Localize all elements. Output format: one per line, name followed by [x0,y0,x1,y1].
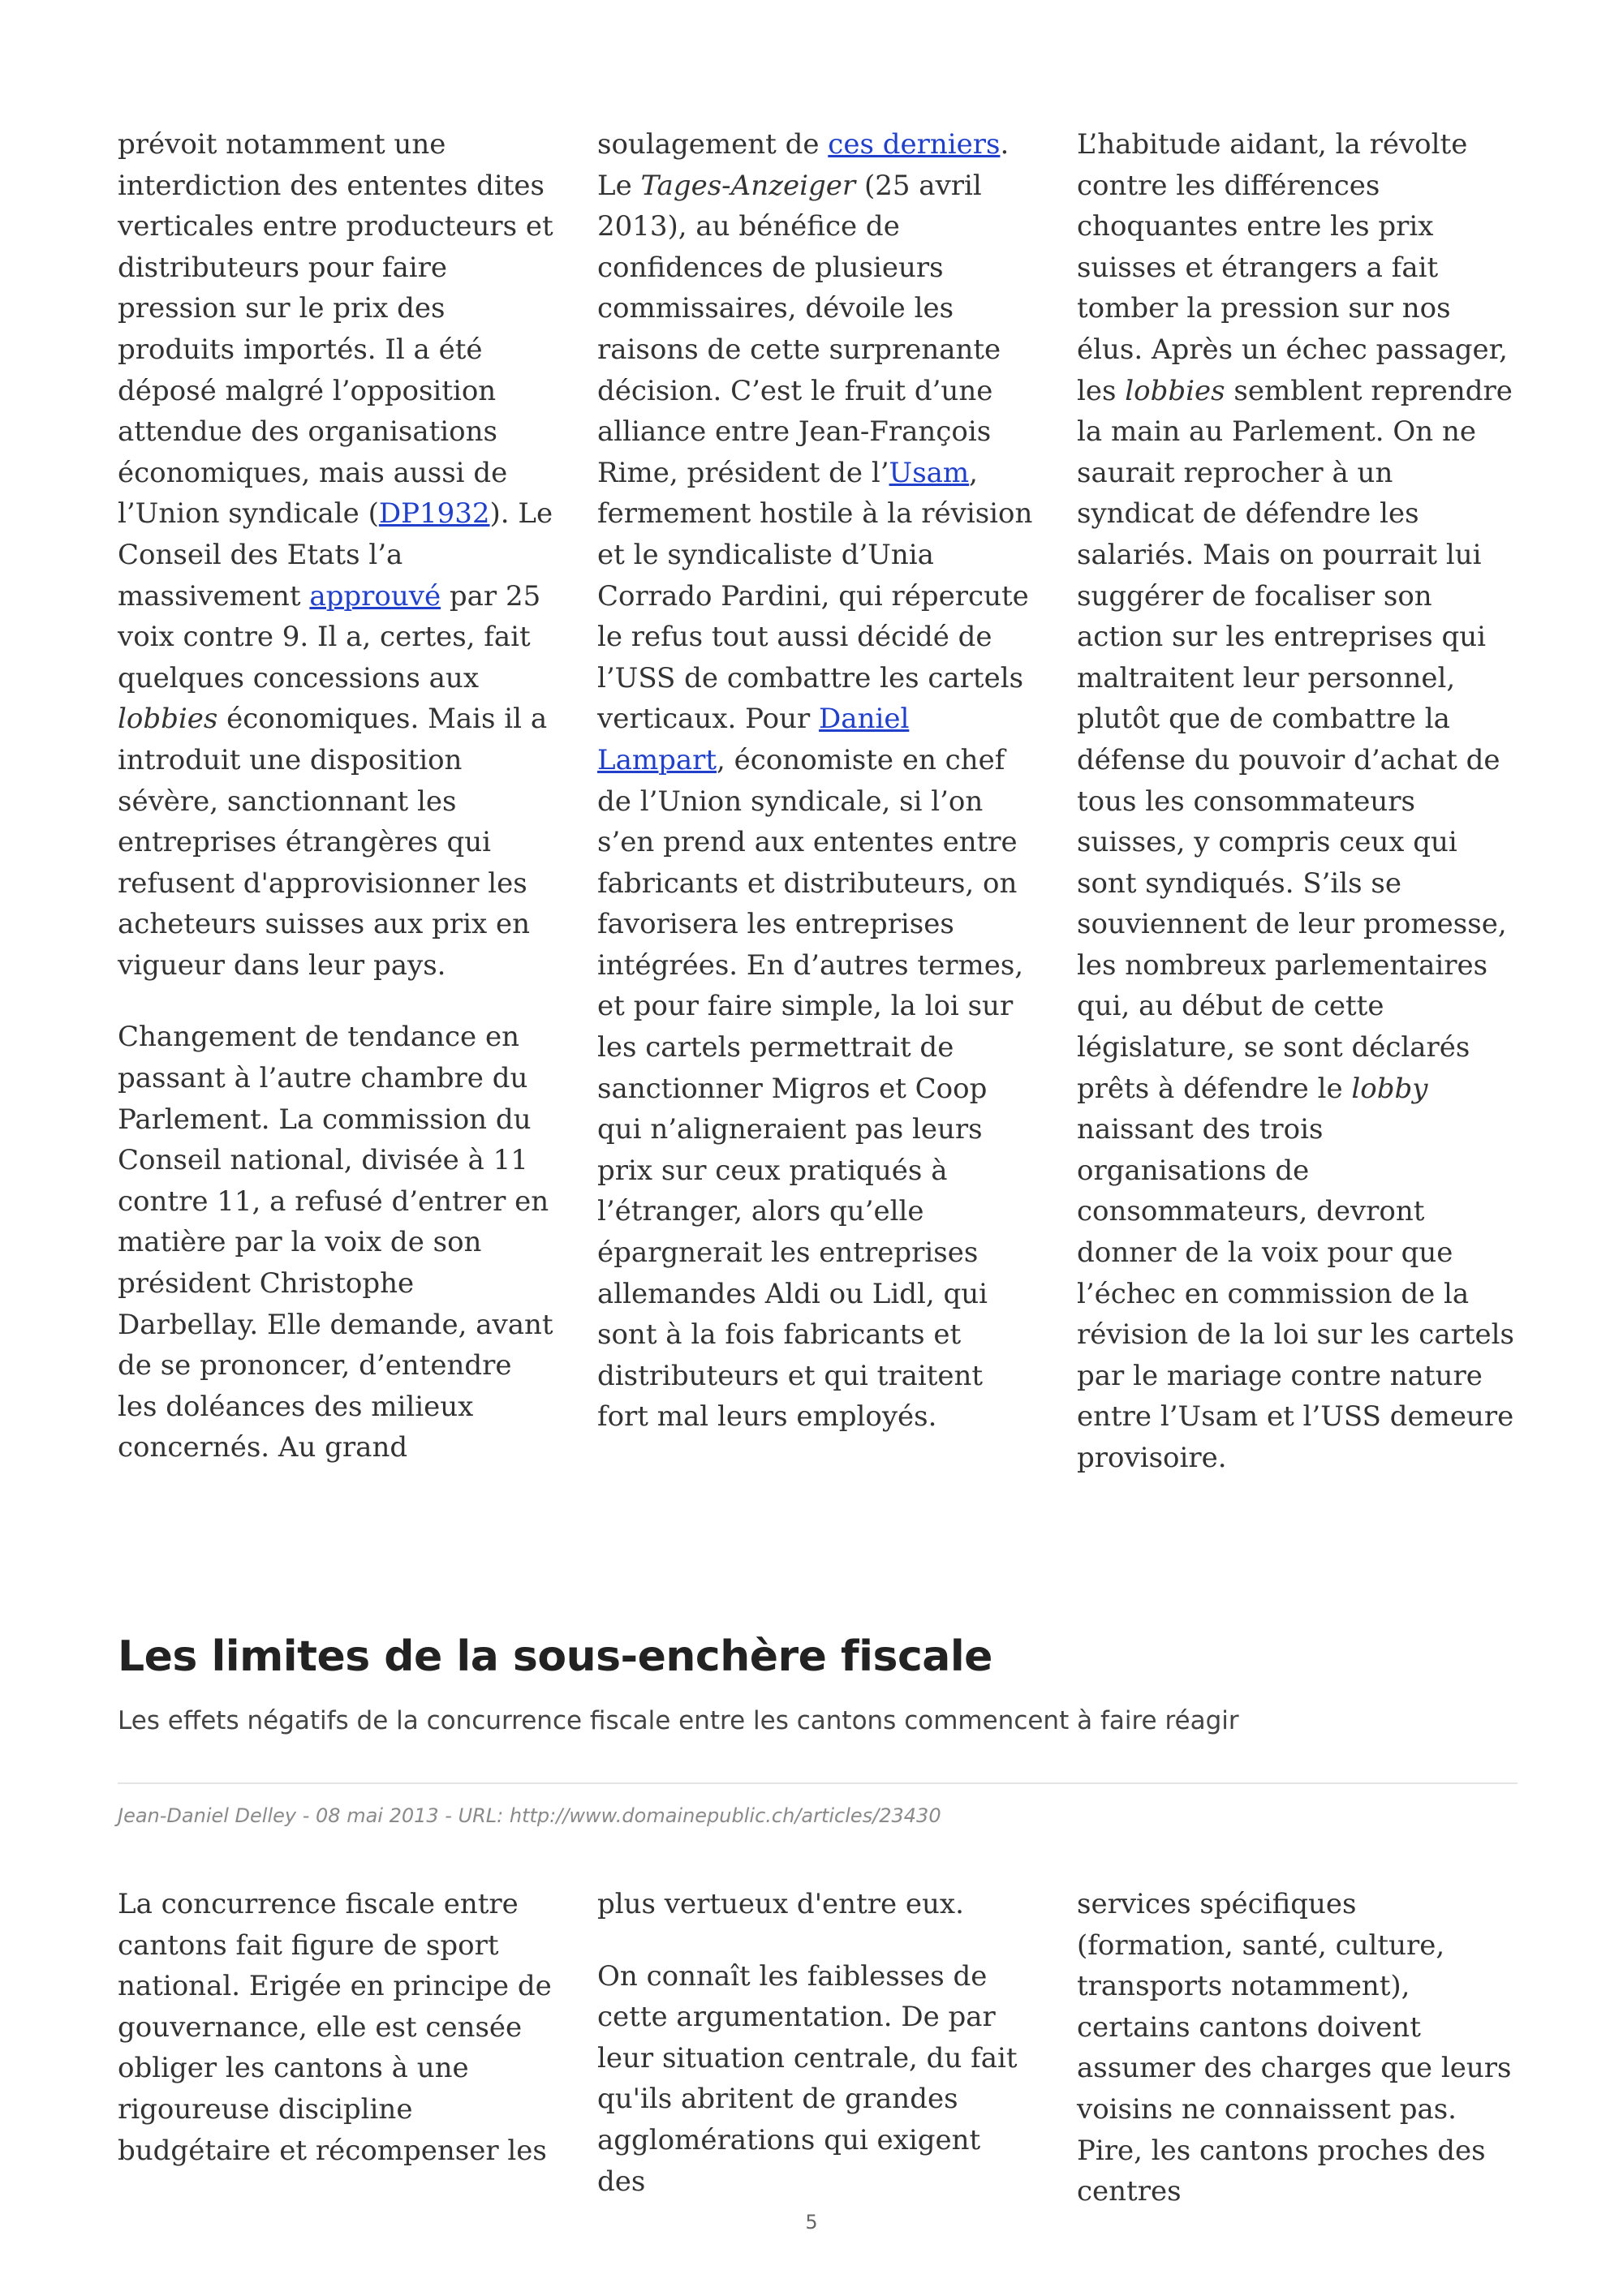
top-column-3 [1077,124,1516,1510]
text-segment: . Le [597,128,1010,202]
second-article-body [118,1884,1518,2243]
article-subtitle: Les effets négatifs de la concurrence fiscale entre les cantons commencent à faire réagir [118,1706,1239,1735]
emphasis-lobbies: lobbies [1125,374,1225,407]
top-column-1 [118,124,557,1510]
bottom-col3-paragraph: services spécifiques (formation, santé, culture, transports notamment), certains cantons doivent assumer des charges que leurs voisins ne connaissent pas. Pire, les cantons proches des centres [1077,1888,1512,2208]
page-number: 5 [805,2211,818,2234]
top-column-2 [597,124,1036,1510]
text-segment: par 25 voix contre 9. Il a, certes, fait quelques concessions aux [118,579,541,694]
bottom-column-1 [118,1884,557,2243]
link-daniel-lampart[interactable]: Daniel Lampart [597,703,910,776]
link-dp1932[interactable]: DP1932 [378,497,490,531]
top-col3-paragraph [1077,124,1516,1479]
link-ces-derniers[interactable]: ces derniers [828,128,1001,161]
divider [118,1782,1518,1784]
text-segment: prévoit notamment une interdiction des ententes dites verticales entre producteurs et distributeurs pour faire pression sur le prix des produits importés. Il a été déposé malgré l’opposition attendue des organisations économiques, mais aussi de l’Union syndicale ( [118,128,553,531]
top-col1-paragraph-2: Changement de tendance en passant à l’autre chambre du Parlement. La commission du Conseil national, divisée à 11 contre 11, a refusé d’entrer en matière par la voix de son président Christophe Darbellay. Elle demande, avant de se prononcer, d’entendre les doléances des milieux concernés. Au grand [118,1021,553,1464]
emphasis-tages-anzeiger: Tages-Anzeiger [640,169,856,202]
text-segment: ). Le Conseil des Etats l’a massivement [118,497,553,613]
text-segment: (25 avril 2013), au bénéfice de confidences de plusieurs commissaires, dévoile les raisons de cette surprenante décision. C’est le fruit d’une alliance entre Jean-François Rime, président de l’ [597,169,1001,489]
text-segment: L’habitude aidant, la révolte contre les différences choquantes entre les prix suisses et étrangers a fait tomber la pression sur nos élus. Après un échec passager, les [1077,128,1508,407]
text-segment: naissant des trois organisations de consommateurs, devront donner de la voix pour que l’échec en commission de la révision de la loi sur les cartels par le mariage contre nature entre l’Usam et l’USS demeure provisoire. [1077,1113,1514,1474]
link-usam[interactable]: Usam [889,456,970,489]
text-segment: économiques. Mais il a introduit une disposition sévère, sanctionnant les entreprises étrangères qui refusent d'approvisionner les acheteurs suisses aux prix en vigueur dans leur pays. [118,703,548,982]
text-segment: , économiste en chef de l’Union syndicale, si l’on s’en prend aux ententes entre fabricants et distributeurs, on favorisera les entreprises intégrées. En d’autres termes, et pour faire simple, la loi sur les cartels permettrait de sanctionner Migros et Coop qui n’aligneraient pas leurs prix sur ceux pratiqués à l’étranger, alors qu’elle épargnerait les entreprises allemandes Aldi ou Lidl, qui sont à la fois fabricants et distributeurs et qui traitent fort mal leurs employés. [597,743,1024,1434]
bottom-column-2 [597,1884,1036,2243]
article-title: Les limites de la sous-enchère fiscale [118,1632,992,1681]
top-col2-paragraph [597,124,1036,1438]
link-approuve[interactable]: approuvé [309,579,441,613]
bottom-col2-paragraph-2: On connaît les faiblesses de cette argumentation. De par leur situation centrale, du fait qu'ils abritent de grandes agglomérations qui exigent des [597,1959,1018,2198]
text-segment: , fermement hostile à la révision et le syndicaliste d’Unia Corrado Pardini, qui répercute le refus tout aussi décidé de l’USS de combattre les cartels verticaux. Pour [597,456,1033,736]
text-segment: soulagement de [597,128,829,161]
article-meta: Jean-Daniel Delley - 08 mai 2013 - URL: http://www.domainepublic.ch/articles/23430 [118,1804,941,1827]
top-col1-paragraph-1 [118,124,557,986]
emphasis-lobbies: lobbies [118,703,218,736]
bottom-col1-paragraph: La concurrence fiscale entre cantons fait figure de sport national. Erigée en principe de gouvernance, elle est censée obliger les cantons à une rigoureuse discipline budgétaire et récompenser les [118,1888,552,2167]
emphasis-lobby: lobby [1351,1072,1428,1105]
text-segment: semblent reprendre la main au Parlement. On ne saurait reprocher à un syndicat de défendre les salariés. Mais on pourrait lui suggérer de focaliser son action sur les entreprises qui maltraitent leur personnel, plutôt que de combattre la défense du pouvoir d’achat de tous les consommateurs suisses, y compris ceux qui sont syndiqués. S’ils se souviennent de leur promesse, les nombreux parlementaires qui, au début de cette législature, se sont déclarés prêts à défendre le [1077,374,1513,1105]
bottom-col2-paragraph-1: plus vertueux d'entre eux. [597,1888,964,1920]
bottom-column-3 [1077,1884,1516,2243]
top-article-body [118,124,1518,1510]
